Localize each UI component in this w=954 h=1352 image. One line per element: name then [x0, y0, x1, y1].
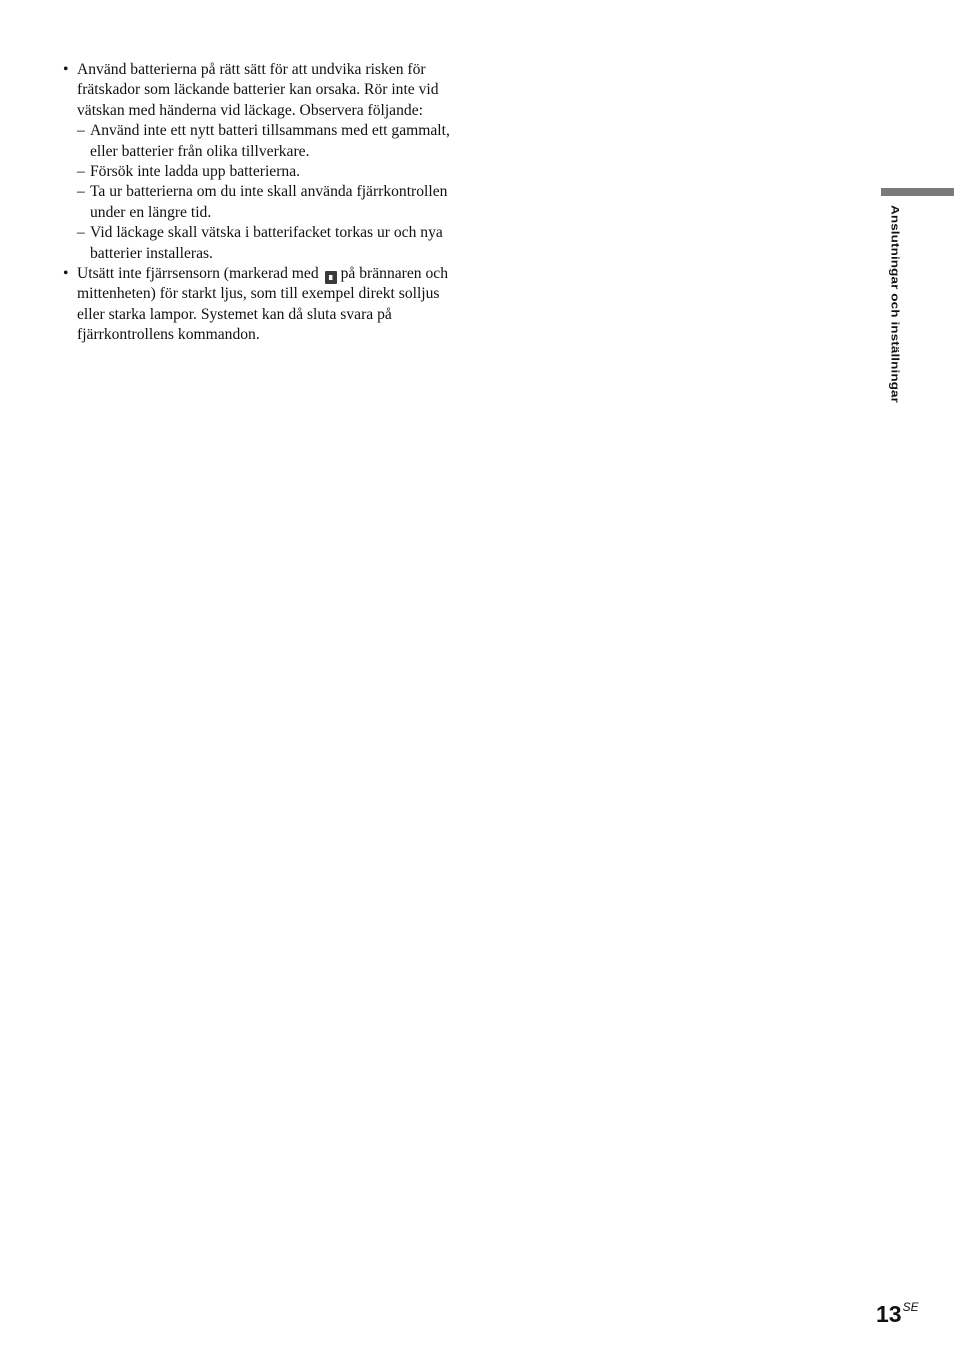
section-side-label: Anslutningar och inställningar	[889, 205, 902, 404]
sub-text: Ta ur batterierna om du inte skall använda fjärrkontrollen under en längre tid.	[90, 183, 448, 221]
list-item-remote-sensor	[62, 264, 454, 346]
sub-text: Försök inte ladda upp batterierna.	[90, 163, 301, 181]
sub-list	[77, 121, 454, 264]
bullet-marker: •	[63, 265, 69, 283]
list-item	[77, 182, 454, 223]
dash-marker: –	[77, 122, 85, 140]
list-item-battery-usage	[62, 60, 454, 264]
page-number-value: 13	[876, 1301, 902, 1327]
sub-text: Använd inte ett nytt batteri tillsammans med ett gammalt, eller batterier från olika tillverkare.	[90, 122, 450, 160]
bullet-text-after-icon: på brännaren och mittenheten) för starkt ljus, som till exempel direkt solljus eller starka lampor. Systemet kan då sluta svara på fjärrkontrollens kommandon.	[77, 265, 448, 344]
dash-marker: –	[77, 163, 85, 181]
dash-marker: –	[77, 224, 85, 242]
page-number	[876, 1300, 919, 1328]
page-number-suffix: SE	[902, 1300, 919, 1314]
dash-marker: –	[77, 183, 85, 201]
list-item	[77, 121, 454, 162]
bullet-list	[62, 60, 454, 346]
sub-text: Vid läckage skall vätska i batterifacket torkas ur och nya batterier installeras.	[90, 224, 443, 262]
main-text	[62, 60, 454, 346]
bullet-text-before-icon: Utsätt inte fjärrsensorn (markerad med	[77, 265, 319, 283]
list-item	[77, 223, 454, 264]
section-tab-bar	[881, 188, 954, 196]
bullet-text: Använd batterierna på rätt sätt för att undvika risken för frätskador som läckande batterier kan orsaka. Rör inte vid vätskan med händerna vid läckage. Observera följande:	[77, 61, 439, 119]
remote-sensor-icon: ∎	[325, 271, 337, 284]
bullet-marker: •	[63, 61, 69, 78]
list-item	[77, 162, 454, 182]
